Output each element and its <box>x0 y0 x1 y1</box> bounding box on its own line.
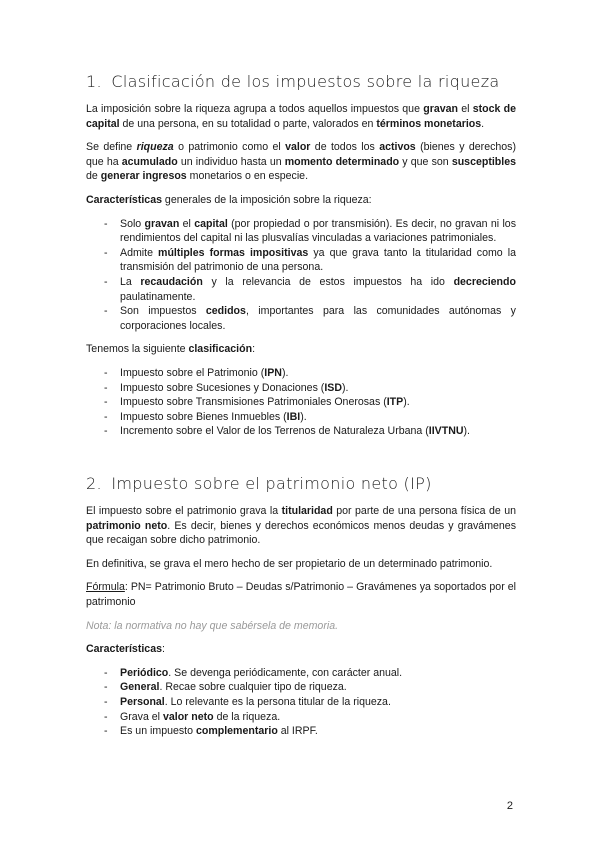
text-run: monetarios o en especie. <box>186 170 309 183</box>
text-run: por parte de una persona física de un <box>332 505 516 517</box>
text-run: ). <box>281 366 289 379</box>
text-run: Características <box>86 193 162 206</box>
list-item <box>86 695 516 710</box>
list-item <box>86 710 516 725</box>
section-1-body <box>86 102 516 439</box>
text-run: Son impuestos <box>120 305 206 318</box>
text-run: : <box>161 643 165 656</box>
text-run: Es un impuesto <box>120 725 196 738</box>
text-run: de una persona, en su totalidad o parte, valorados en <box>119 117 377 130</box>
text-run: momento determinado <box>284 155 400 168</box>
characteristics-list <box>86 666 516 739</box>
text-run: Incremento sobre el Valor de los Terrenos de Naturaleza Urbana ( <box>120 425 429 438</box>
text-run: IPN <box>264 366 282 379</box>
text-run: La <box>120 275 141 288</box>
text-run: generar ingresos <box>100 170 187 183</box>
characteristics-list <box>86 217 516 334</box>
text-run: ). <box>403 396 410 409</box>
list-item <box>86 680 516 695</box>
text-run: IBI <box>286 410 301 423</box>
list-item <box>86 424 516 439</box>
text-run: : <box>252 343 256 356</box>
section-2-title: Impuesto sobre el patrimonio neto (IP) <box>111 474 432 493</box>
text-run: Personal <box>120 695 165 708</box>
paragraph <box>86 504 516 548</box>
text-run: Impuesto sobre Bienes Inmuebles ( <box>120 410 287 423</box>
list-item <box>86 217 516 246</box>
text-run: (bienes y derechos) que ha <box>86 141 516 168</box>
text-run: Características <box>86 643 162 656</box>
section-2-number: 2. <box>86 474 102 493</box>
paragraph <box>86 193 516 208</box>
text-run: de la riqueza. <box>213 710 281 723</box>
text-run: Solo <box>120 217 145 230</box>
text-run: gravan <box>423 103 458 115</box>
text-run: ). <box>463 425 470 438</box>
text-run: decreciendo <box>453 275 516 288</box>
list-item <box>86 410 516 425</box>
section-1-title: Clasificación de los impuestos sobre la riqueza <box>111 72 500 91</box>
text-run: Impuesto sobre el Patrimonio ( <box>120 366 265 379</box>
paragraph <box>86 557 516 572</box>
text-run: . Es decir, bienes y derechos económicos menos deudas y gravámenes que recaigan sobre dicho patrimonio. <box>86 519 516 547</box>
section-2-body <box>86 504 516 739</box>
text-run: Tenemos la siguiente <box>86 343 189 356</box>
text-run: La imposición sobre la riqueza agrupa a todos aquellos impuestos que <box>86 103 424 115</box>
text-run: El impuesto sobre el patrimonio grava la <box>86 505 282 517</box>
text-run: términos monetarios <box>376 117 482 130</box>
text-run: valor <box>285 141 311 154</box>
text-run: (por propiedad o por transmisión). Es decir, no gravan ni los rendimientos del capital ni las plusvalías vinculadas a variaciones patrimoniales. <box>120 217 516 245</box>
text-run: General <box>120 681 160 694</box>
text-run: patrimonio neto <box>86 519 168 532</box>
text-run: stock de capital <box>86 103 516 130</box>
text-run: Fórmula <box>86 581 125 594</box>
text-run: ya que grava tanto la titularidad como la transmisión del patrimonio de una persona. <box>120 246 516 274</box>
text-run: . <box>481 117 485 130</box>
text-run: gravan <box>144 217 180 230</box>
text-run: Periódico <box>120 666 169 679</box>
list-item <box>86 381 516 396</box>
text-run: Grava el <box>120 710 163 723</box>
list-item <box>86 275 516 304</box>
paragraph <box>86 342 516 357</box>
note: Nota: la normativa no hay que sabérsela de memoria. <box>86 619 339 632</box>
text-run: de <box>86 170 101 183</box>
text-run: IIVTNU <box>428 425 464 438</box>
text-run: : PN= Patrimonio Bruto – Deudas s/Patrimonio – Gravámenes ya soportados por el patrimonio <box>86 581 516 608</box>
text-run: ). <box>300 410 307 423</box>
classification-list <box>86 366 516 439</box>
text-run: y que son <box>399 155 452 168</box>
text-run: Se define <box>86 141 137 154</box>
text-run: . Recae sobre cualquier tipo de riqueza. <box>159 681 347 694</box>
text-run: un individuo hasta un <box>177 155 285 168</box>
text-run: acumulado <box>121 155 178 168</box>
text-run: y la relevancia de estos impuestos ha ido <box>202 275 454 288</box>
list-item <box>86 395 516 410</box>
text-run: ). <box>342 381 349 394</box>
text-run: ISD <box>324 381 343 394</box>
text-run: de todos los <box>310 141 380 154</box>
text-run: valor neto <box>162 710 214 723</box>
paragraph <box>86 102 516 131</box>
text-run: generales de la imposición sobre la riqueza: <box>161 193 372 206</box>
section-1-number: 1. <box>86 72 102 91</box>
text-run: ITP <box>386 396 404 409</box>
list-item <box>86 304 516 333</box>
text-run: Impuesto sobre Sucesiones y Donaciones ( <box>120 381 325 394</box>
paragraph <box>86 642 516 657</box>
list-item <box>86 246 516 275</box>
text-run: susceptibles <box>451 155 516 168</box>
formula-paragraph <box>86 580 516 609</box>
text-run: cedidos <box>205 305 246 318</box>
section-2-heading <box>86 474 432 493</box>
text-run: el <box>457 103 473 115</box>
text-run: Admite <box>120 246 159 259</box>
section-1-heading <box>86 72 500 91</box>
text-run: Impuesto sobre Transmisiones Patrimoniales Onerosas ( <box>120 396 387 409</box>
text-run: el <box>179 217 195 230</box>
text-run: , importantes para las comunidades autónomas y corporaciones locales. <box>120 305 516 332</box>
paragraph <box>86 140 516 184</box>
text-run: . Lo relevante es la persona titular de la riqueza. <box>164 695 391 708</box>
text-run: titularidad <box>281 505 333 517</box>
list-item <box>86 366 516 381</box>
page-number: 2 <box>506 800 513 812</box>
text-run: al IRPF. <box>277 725 318 738</box>
text-run: múltiples formas impositivas <box>158 246 309 259</box>
text-run: paulatinamente. <box>120 290 196 303</box>
text-run: En definitiva, se grava el mero hecho de ser propietario de un determinado patrimonio. <box>86 557 493 570</box>
text-run: activos <box>379 141 416 154</box>
text-run: complementario <box>195 725 278 738</box>
list-item <box>86 666 516 681</box>
text-run: . Se devenga periódicamente, con carácter anual. <box>168 666 403 679</box>
text-run: o patrimonio como el <box>173 141 286 154</box>
text-run: clasificación <box>188 343 253 356</box>
text-run: recaudación <box>140 275 203 288</box>
list-item <box>86 724 516 739</box>
text-run: capital <box>194 217 228 230</box>
text-run: riqueza <box>136 141 174 154</box>
